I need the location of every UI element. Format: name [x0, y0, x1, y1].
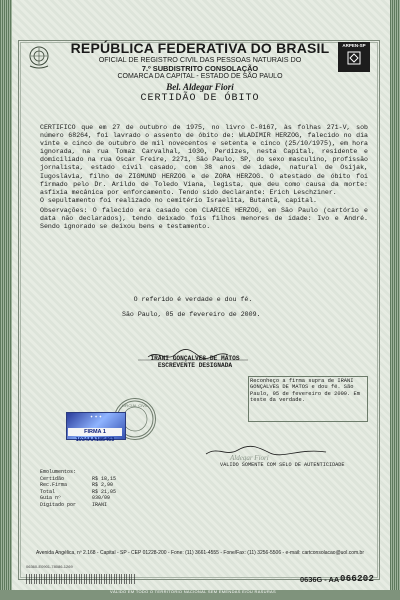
fee-label: Certidão	[40, 475, 65, 482]
arpen-label: ARPEN-SP	[342, 43, 366, 48]
record-paragraph: CERTIFICO que em 27 de outubro de 1975, no livro C-0167, às folhas 271-V, sob número 68264, foi lavrado o assento de óbito de: WLADIMIR HERZOG, falecido no dia vinte e cinco de outubro de mil novecentos e setenta e cinco (25/10/1975), em hora ignorada, na rua Tomaz Carvalhal, 1030, Perdizes, nesta Capital, residente e domiciliado na rua Oscar Freire, 2271, São Paulo, SP, do sexo masculino, profissão jornalista, estado civil casado, com 38 anos de idade, natural de Osijak, Iugoslávia, filho de ZIGMUND HERZOG e de ZORA HERZOG. O atestado de óbito foi firmado pelo Dr. Arildo de Toledo Viana, legista, que deu como causa da morte: asfixia mecânica por enforcamento. Tendo sido declarante: Erich Leschziner.	[40, 124, 368, 196]
validity-strip-text: VÁLIDO EM TODO O TERRITÓRIO NACIONAL SEM EMENDAS E/OU RASURAS	[110, 589, 276, 594]
attestation-line: O referido é verdade e dou fé.	[133, 296, 253, 303]
barcode	[26, 574, 136, 584]
fee-value: IRANI	[92, 501, 108, 508]
subdistrict-title: 7.º SUBDISTRITO CONSOLAÇÃO	[141, 63, 259, 73]
office-address: Avenida Angélica, nº 2.168 - Capital - SP - CEP 01228-200 - Fone: (11) 3661-4555 - Fone/Fax: (11) 3256-5506 - e-mail: cartconsolacao@uol.com.br	[35, 550, 364, 556]
fee-row	[40, 476, 160, 483]
fee-row	[40, 502, 160, 509]
fee-row	[40, 489, 160, 496]
burial-paragraph: O sepultamento foi realizado no cemitério Israelita, Butantã, capital.	[40, 196, 317, 204]
signatory-name: IRANI GONÇALVES DE MATOS	[150, 355, 240, 362]
coat-of-arms-icon	[28, 44, 50, 72]
validity-note: VALIDO SOMENTE COM SELO DE AUTENTICIDADE	[220, 462, 345, 468]
fee-value: R$ 2,90	[92, 482, 114, 489]
republic-title: REPÚBLICA FEDERATIVA DO BRASIL	[70, 40, 330, 56]
series-code: 0636G - AA	[300, 575, 340, 584]
document-header	[50, 40, 350, 105]
fee-label: Guia nº	[40, 495, 62, 502]
fees-heading: Emolumentos:	[40, 469, 77, 475]
left-security-band	[0, 0, 12, 600]
firma-serial-label	[68, 428, 122, 443]
right-security-band	[390, 0, 400, 600]
certificate-body	[40, 124, 368, 231]
signatory-role: ESCREVENTE DESIGNADA	[157, 362, 233, 370]
fee-value: 030/09	[92, 495, 111, 502]
seal-ring-text: OFICIAL CIVIL	[121, 403, 149, 408]
registry-subtitle: OFICIAL DE REGISTRO CIVIL DAS PESSOAS NATURAIS DO	[98, 55, 302, 64]
hologram-text: ✦ ✦ ✦	[89, 414, 103, 419]
firma-serial: 1034AA185463	[75, 437, 115, 443]
signature-recognition-text: Reconheço a firma supra de IRANI GONÇALVES DE MATOS e dou fé. São Paulo, 05 de fevereiro de 2009. Em teste da verdade.	[250, 378, 360, 404]
officer-stamp-name: Aldegar Fiori	[230, 454, 269, 462]
fee-row	[40, 482, 160, 489]
signatory-block	[120, 355, 270, 370]
fees-table	[40, 469, 160, 509]
issue-date: São Paulo, 05 de fevereiro de 2009.	[122, 311, 261, 318]
officer-name: Bel. Aldegar Fiori	[166, 81, 234, 92]
fee-value: R$ 18,15	[92, 475, 117, 482]
fee-label: Rec.Firma	[40, 482, 68, 489]
small-serial: 06360-E0901-78086-1269	[26, 564, 73, 569]
observations-paragraph: Observações: O falecido era casado com CLARICE HERZOG, em São Paulo (cartório e data não declarados), tendo deixado fois filhos menores de idade: Ivo e André. Sendo ignorado se deixou bens e testamento.	[40, 206, 368, 231]
fee-value: R$ 21,05	[92, 488, 117, 495]
document-number: 066202	[340, 574, 375, 584]
document-type-title: CERTIDÃO DE ÓBITO	[140, 92, 260, 104]
fee-label: Digitado por	[40, 501, 77, 508]
fee-label: Total	[40, 488, 56, 495]
fee-row	[40, 495, 160, 502]
firma-label: FIRMA 1	[84, 429, 106, 435]
jurisdiction-line: COMARCA DA CAPITAL - ESTADO DE SÃO PAULO	[117, 73, 283, 81]
